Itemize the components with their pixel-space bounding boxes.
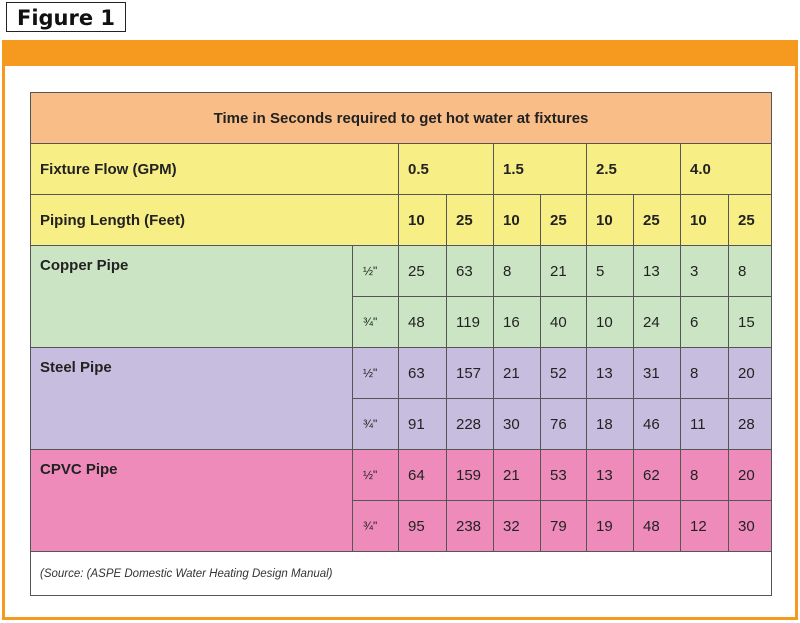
table-row [31, 246, 772, 297]
time-value-cell: 64 [399, 450, 447, 501]
time-value-cell: 3 [681, 246, 729, 297]
length-header: 25 [634, 195, 681, 246]
source-note: (Source: (ASPE Domestic Water Heating Design Manual) [31, 552, 772, 596]
pipe-size-cell: ¾" [353, 501, 399, 552]
hot-water-time-table [30, 92, 772, 596]
time-value-cell: 157 [447, 348, 494, 399]
pipe-type-label: CPVC Pipe [31, 450, 353, 552]
flow-header: 1.5 [494, 144, 587, 195]
pipe-size-cell: ¾" [353, 297, 399, 348]
time-value-cell: 25 [399, 246, 447, 297]
time-value-cell: 20 [729, 348, 772, 399]
time-value-cell: 8 [681, 450, 729, 501]
time-value-cell: 63 [447, 246, 494, 297]
time-value-cell: 16 [494, 297, 541, 348]
flow-header: 4.0 [681, 144, 772, 195]
time-value-cell: 15 [729, 297, 772, 348]
time-value-cell: 40 [541, 297, 587, 348]
time-value-cell: 13 [587, 348, 634, 399]
time-value-cell: 48 [634, 501, 681, 552]
time-value-cell: 13 [634, 246, 681, 297]
time-value-cell: 11 [681, 399, 729, 450]
table-row [31, 450, 772, 501]
flow-header: 2.5 [587, 144, 681, 195]
time-value-cell: 32 [494, 501, 541, 552]
length-header: 10 [399, 195, 447, 246]
length-header: 10 [587, 195, 634, 246]
time-value-cell: 76 [541, 399, 587, 450]
time-value-cell: 159 [447, 450, 494, 501]
time-value-cell: 53 [541, 450, 587, 501]
figure-label: Figure 1 [6, 2, 126, 32]
table-title: Time in Seconds required to get hot water at fixtures [31, 93, 772, 144]
time-value-cell: 31 [634, 348, 681, 399]
time-value-cell: 8 [494, 246, 541, 297]
time-value-cell: 238 [447, 501, 494, 552]
time-value-cell: 79 [541, 501, 587, 552]
fixture-flow-label: Fixture Flow (GPM) [31, 144, 399, 195]
time-value-cell: 46 [634, 399, 681, 450]
time-value-cell: 28 [729, 399, 772, 450]
time-value-cell: 228 [447, 399, 494, 450]
pipe-size-cell: ½" [353, 246, 399, 297]
length-header: 10 [681, 195, 729, 246]
time-value-cell: 91 [399, 399, 447, 450]
time-value-cell: 8 [729, 246, 772, 297]
pipe-size-cell: ¾" [353, 399, 399, 450]
time-value-cell: 63 [399, 348, 447, 399]
length-header: 25 [447, 195, 494, 246]
time-value-cell: 119 [447, 297, 494, 348]
time-value-cell: 52 [541, 348, 587, 399]
time-value-cell: 8 [681, 348, 729, 399]
pipe-type-label: Steel Pipe [31, 348, 353, 450]
time-value-cell: 18 [587, 399, 634, 450]
time-value-cell: 13 [587, 450, 634, 501]
pipe-size-cell: ½" [353, 348, 399, 399]
figure-header-bar [2, 40, 798, 66]
time-value-cell: 19 [587, 501, 634, 552]
time-value-cell: 21 [494, 348, 541, 399]
time-value-cell: 21 [541, 246, 587, 297]
time-value-cell: 48 [399, 297, 447, 348]
time-value-cell: 24 [634, 297, 681, 348]
time-value-cell: 95 [399, 501, 447, 552]
pipe-type-label: Copper Pipe [31, 246, 353, 348]
pipe-size-cell: ½" [353, 450, 399, 501]
flow-header: 0.5 [399, 144, 494, 195]
time-value-cell: 30 [494, 399, 541, 450]
time-value-cell: 30 [729, 501, 772, 552]
time-value-cell: 21 [494, 450, 541, 501]
time-value-cell: 6 [681, 297, 729, 348]
time-value-cell: 20 [729, 450, 772, 501]
length-header: 25 [729, 195, 772, 246]
length-header: 25 [541, 195, 587, 246]
time-value-cell: 12 [681, 501, 729, 552]
length-header: 10 [494, 195, 541, 246]
table-row [31, 348, 772, 399]
time-value-cell: 5 [587, 246, 634, 297]
time-value-cell: 10 [587, 297, 634, 348]
piping-length-label: Piping Length (Feet) [31, 195, 399, 246]
time-value-cell: 62 [634, 450, 681, 501]
